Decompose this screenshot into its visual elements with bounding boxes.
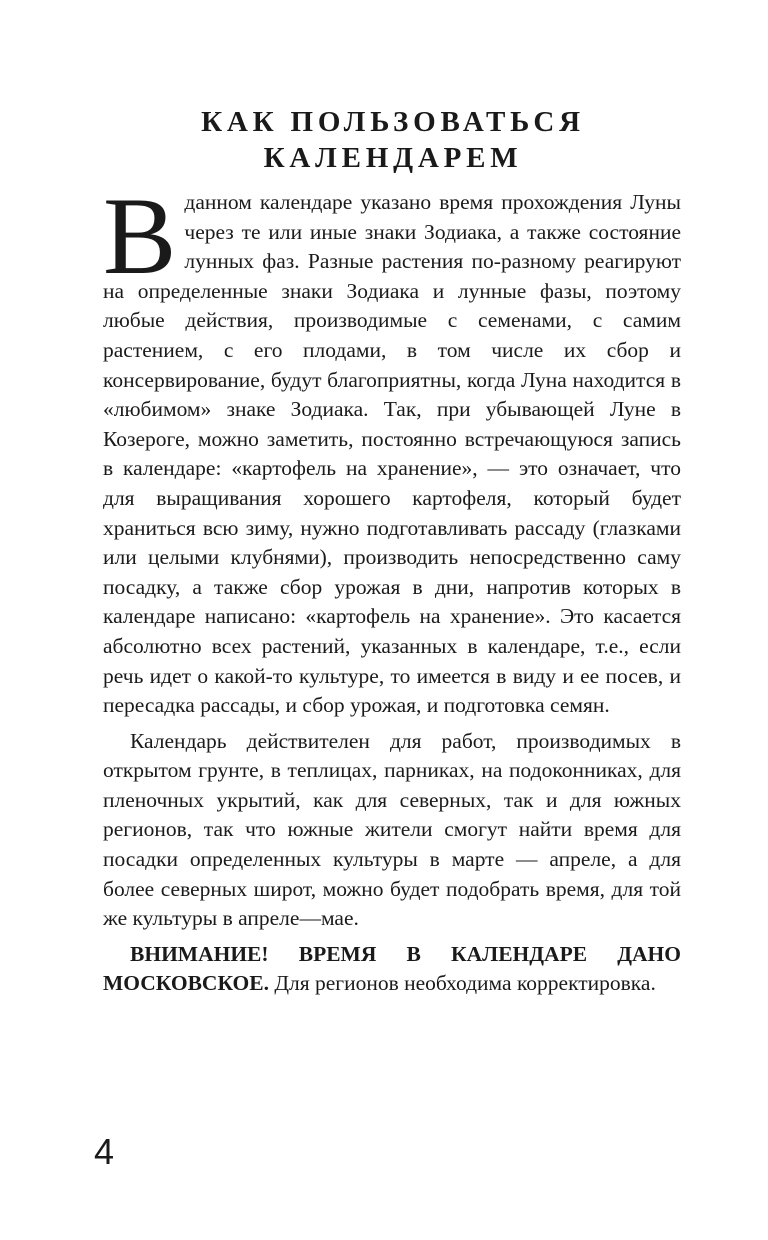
paragraph-2: Календарь действителен для работ, производимых в открытом грунте, в теплицах, парниках, на подоконниках, для пленочных укрытий, как для северных, так и для южных регионов, так что южные жители смогут найти время для посадки определенных культуры в марте — апреле, а для более северных широт, можно будет подобрать время, для той же культуры в апреле—мае. — [103, 728, 681, 931]
warning-bold-text: ВНИМАНИЕ! ВРЕМЯ В КАЛЕНДАРЕ ДАНО МОСКОВСКОЕ. — [103, 941, 681, 996]
title-line-1: КАК ПОЛЬЗОВАТЬСЯ — [201, 106, 585, 138]
page-title — [100, 104, 686, 176]
drop-cap: В — [103, 175, 177, 297]
warning-text: Для регионов необходима корректировка. — [268, 971, 656, 996]
page-number: 4 — [94, 1131, 115, 1172]
body-text — [103, 175, 681, 999]
paragraph-1 — [103, 175, 681, 721]
title-line-2: КАЛЕНДАРЕМ — [263, 142, 523, 174]
warning-paragraph — [103, 940, 681, 999]
paragraph-1-text: данном календаре указано время прохождения Луны через те или иные знаки Зодиака, а также состояние лунных фаз. Разные растения по-разному реагируют на определенные знаки Зодиака и лунные фазы, поэтому любые действия, производимые с семенами, с самим растением, с его плодами, в том числе их сбор и консервирование, будут благоприятны, когда Луна находится в «любимом» знаке Зодиака. Так, при убывающей Луне в Козероге, можно заметить, постоянно встречающуюся запись в календаре: «картофель на хранение», — это означает, что для выращивания хорошего картофеля, который будет храниться всю зиму, нужно подготавливать рассаду (глазками или целыми клубнями), производить непосредственно саму посадку, а также сбор урожая в дни, напротив которых в календаре написано: «картофель на хранение». Это касается абсолютно всех растений, указанных в календаре, т.е., если речь идет о какой-то культуре, то имеется в виду и ее посев, и пересадка рассады, и сбор урожая, и подготовка семян. — [103, 190, 681, 718]
